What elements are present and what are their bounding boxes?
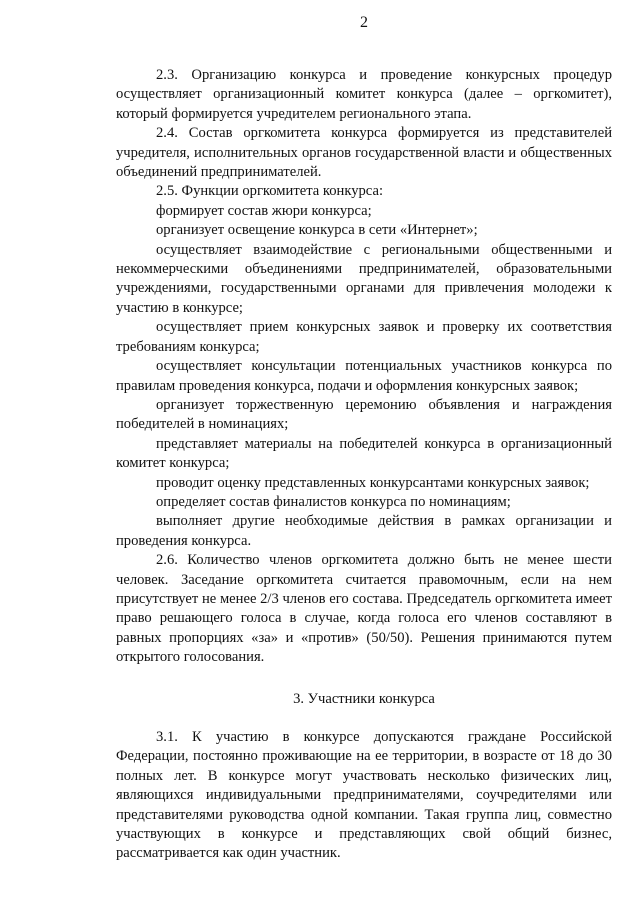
paragraph-2-5: 2.5. Функции оргкомитета конкурса: <box>156 183 383 200</box>
function-item: осуществляет консультации потенциальных участников конкурса по правилам проведения конкурса, подачи и оформления конкурсных заявок; <box>116 358 612 394</box>
paragraph-2-6: 2.6. Количество членов оргкомитета должно быть не менее шести человек. Заседание оргкомитета считается правомочным, если на нем присутствует не менее 2/3 членов его состава. Председатель оргкомитета имеет право решающего голоса в случае, когда голоса его членов составляют в равных пропорциях «за» и «против» (50/50). Решения принимаются путем открытого голосования. <box>116 552 612 666</box>
function-item: определяет состав финалистов конкурса по номинациям; <box>156 493 511 510</box>
section-heading: 3. Участники конкурса <box>293 690 435 707</box>
paragraph-2-4: 2.4. Состав оргкомитета конкурса формируется из представителей учредителя, исполнительных органов государственной власти и общественных объединений предпринимателей. <box>116 125 612 181</box>
function-item: организует освещение конкурса в сети «Интернет»; <box>156 222 478 239</box>
function-item: выполняет другие необходимые действия в рамках организации и проведения конкурса. <box>116 513 612 549</box>
paragraph-3-1: 3.1. К участию в конкурсе допускаются граждане Российской Федерации, постоянно проживающие на ее территории, в возрасте от 18 до 30 полных лет. В конкурсе могут участвовать несколько физических лиц, являющихся индивидуальными предпринимателями, соучредителями или представителями руководства одной компании. Такая группа лиц, совместно участвующих в конкурсе и представляющих свой общий бизнес, рассматривается как один участник. <box>116 729 612 862</box>
page-number: 2 <box>360 14 368 31</box>
function-item: проводит оценку представленных конкурсантами конкурсных заявок; <box>156 474 590 491</box>
document-body <box>116 66 612 864</box>
function-item: осуществляет взаимодействие с региональными общественными и некоммерческими объединениями предпринимателей, образовательными учреждениями, государственными органами для привлечения молодежи к участию в конкурсе; <box>116 241 612 316</box>
function-item: представляет материалы на победителей конкурса в организационный комитет конкурса; <box>116 435 612 472</box>
function-item: осуществляет прием конкурсных заявок и проверку их соответствия требованиям конкурса; <box>116 319 612 355</box>
function-item: организует торжественную церемонию объявления и награждения победителей в номинациях; <box>116 396 612 433</box>
function-item: формирует состав жюри конкурса; <box>156 202 372 219</box>
paragraph-2-3: 2.3. Организацию конкурса и проведение конкурсных процедур осуществляет организационный комитет конкурса (далее – оргкомитет), который формируется учредителем регионального этапа. <box>116 67 612 122</box>
